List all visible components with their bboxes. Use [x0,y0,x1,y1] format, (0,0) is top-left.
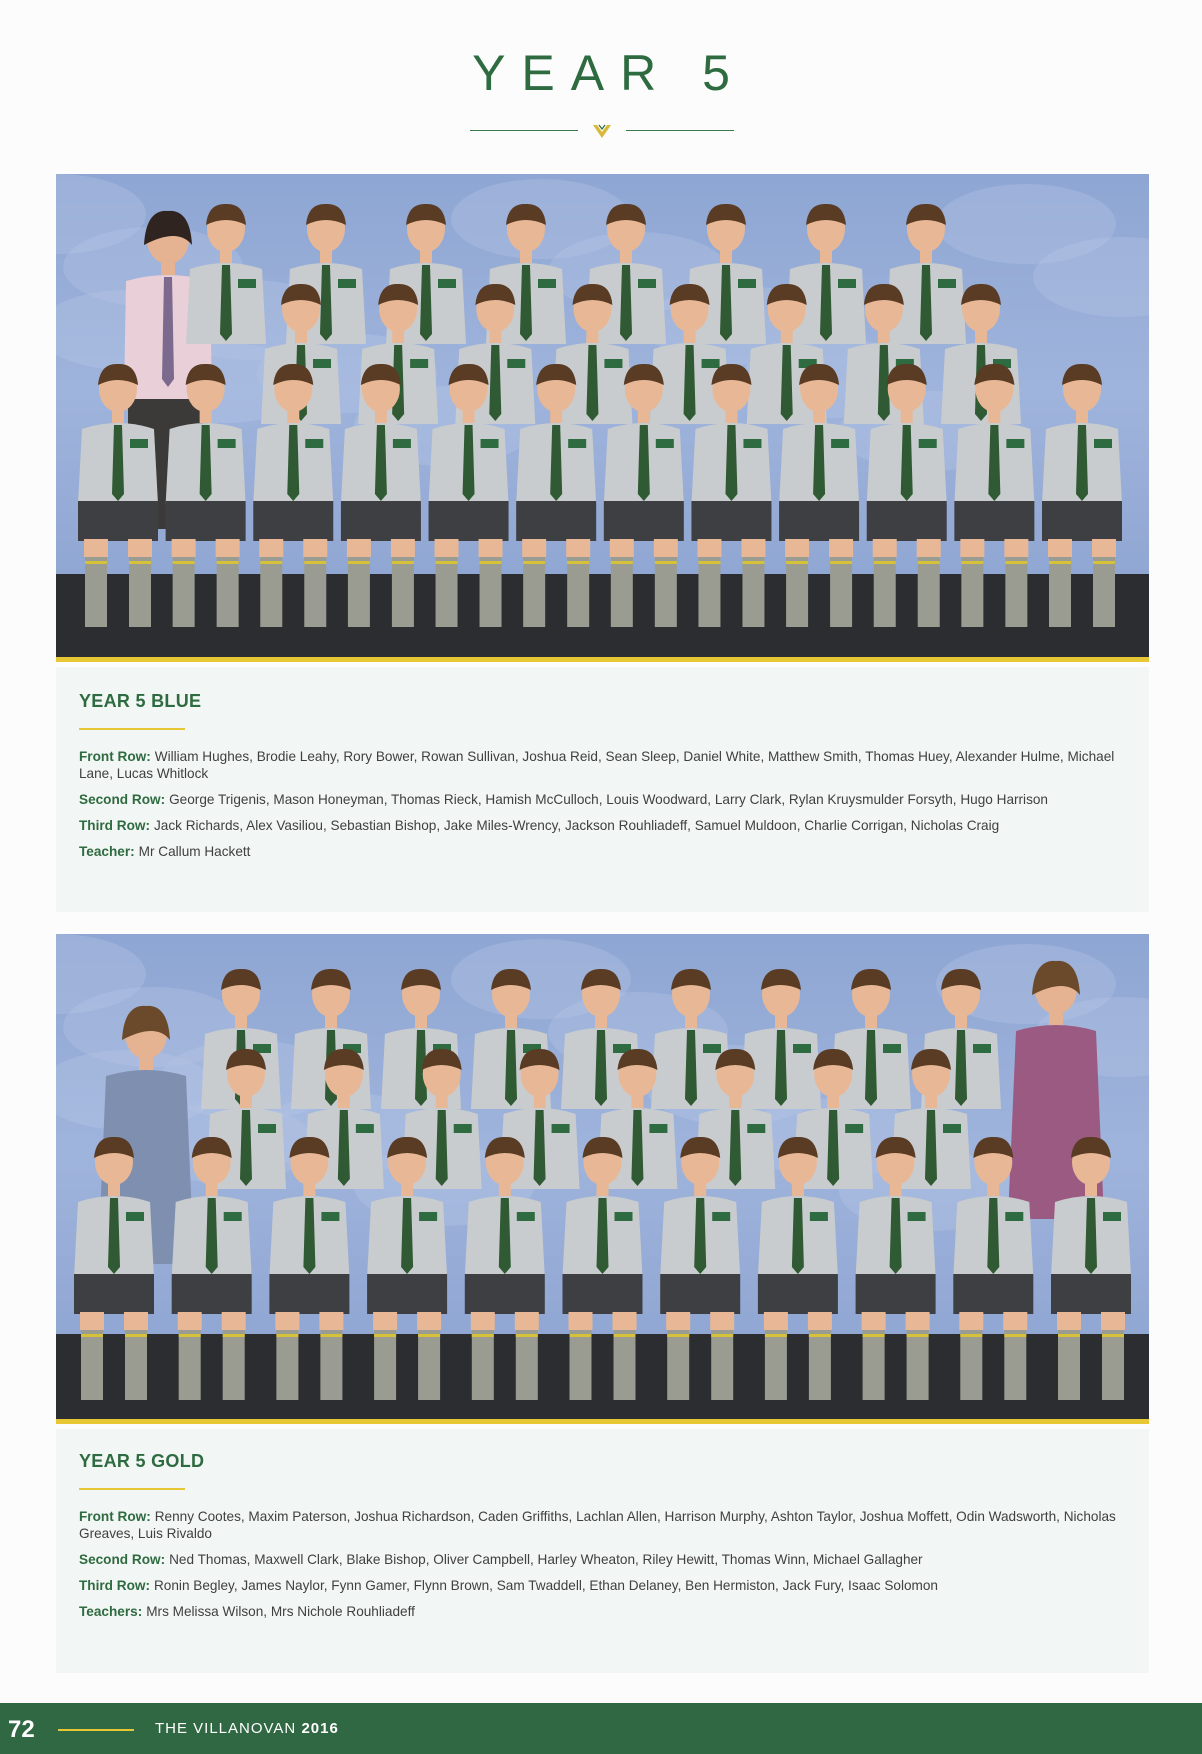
year-5-blue-class-photo [56,174,1149,662]
student-figure [651,969,731,1109]
page-footer [0,1703,1202,1754]
row-label: Third Row: [79,818,150,833]
page-number: 72 [8,1716,35,1743]
student-rows [79,1508,1129,1629]
year-5-gold-caption [56,1429,1149,1673]
front-row [79,748,1129,782]
publication-title: THE VILLANOVAN [155,1720,297,1737]
row-label: Front Row: [79,749,151,764]
second-row [79,1551,1129,1568]
year-5-blue-caption [56,667,1149,912]
title-rule-left [470,130,578,131]
row-label: Teachers: [79,1604,143,1619]
student-figure [186,204,266,344]
teachers-row [79,1603,1129,1620]
row-names: Ronin Begley, James Naylor, Fynn Gamer, Flynn Brown, Sam Twaddell, Ethan Delaney, Ben Hermiston, Jack Fury, Isaac Solomon [153,1578,938,1593]
third-row [79,817,1129,834]
front-row [79,1508,1129,1542]
footer-rule [58,1729,134,1731]
class-title-rule [79,1488,185,1490]
page-title: YEAR 5 [472,45,746,101]
row-names: William Hughes, Brodie Leahy, Rory Bower, Rowan Sullivan, Joshua Reid, Sean Sleep, Daniel White, Matthew Smith, Thomas Huey, Alexander Hulme, Michael Lane, Lucas Whitlock [79,749,1115,781]
third-row [79,1577,1129,1594]
title-divider [470,123,734,143]
row-label: Teacher: [79,844,135,859]
teacher-row [79,843,1129,860]
row-label: Third Row: [79,1578,150,1593]
second-row [79,791,1129,808]
year-5-gold-class-photo [56,934,1149,1424]
row-label: Second Row: [79,1552,166,1567]
villanova-v-emblem-icon [592,123,612,139]
row-names: George Trigenis, Mason Honeyman, Thomas Rieck, Hamish McCulloch, Louis Woodward, Larry Clark, Rylan Kruysmulder Forsyth, Hugo Harrison [169,792,1048,807]
class-title: YEAR 5 GOLD [79,1451,205,1471]
student-figure [741,969,821,1109]
row-names: Renny Cootes, Maxim Paterson, Joshua Richardson, Caden Griffiths, Lachlan Allen, Harrison Murphy, Ashton Taylor, Joshua Moffett, Odin Wadsworth, Nicholas Greaves, Luis Rivaldo [79,1509,1116,1541]
row-names: Ned Thomas, Maxwell Clark, Blake Bishop, Oliver Campbell, Harley Wheaton, Riley Hewitt, Thomas Winn, Michael Gallagher [169,1552,923,1567]
publication-name [155,1720,339,1737]
class-title-rule [79,728,185,730]
row-label: Front Row: [79,1509,151,1524]
row-names: Mr Callum Hackett [138,844,251,859]
row-names: Jack Richards, Alex Vasiliou, Sebastian Bishop, Jake Miles-Wrency, Jackson Rouhliadeff, Samuel Muldoon, Charlie Corrigan, Nicholas Craig [153,818,1000,833]
row-names: Mrs Melissa Wilson, Mrs Nichole Rouhliadeff [146,1604,415,1619]
class-title: YEAR 5 BLUE [79,691,202,711]
student-rows [79,748,1129,869]
row-label: Second Row: [79,792,166,807]
title-rule-right [626,130,734,131]
publication-year: 2016 [301,1720,339,1737]
